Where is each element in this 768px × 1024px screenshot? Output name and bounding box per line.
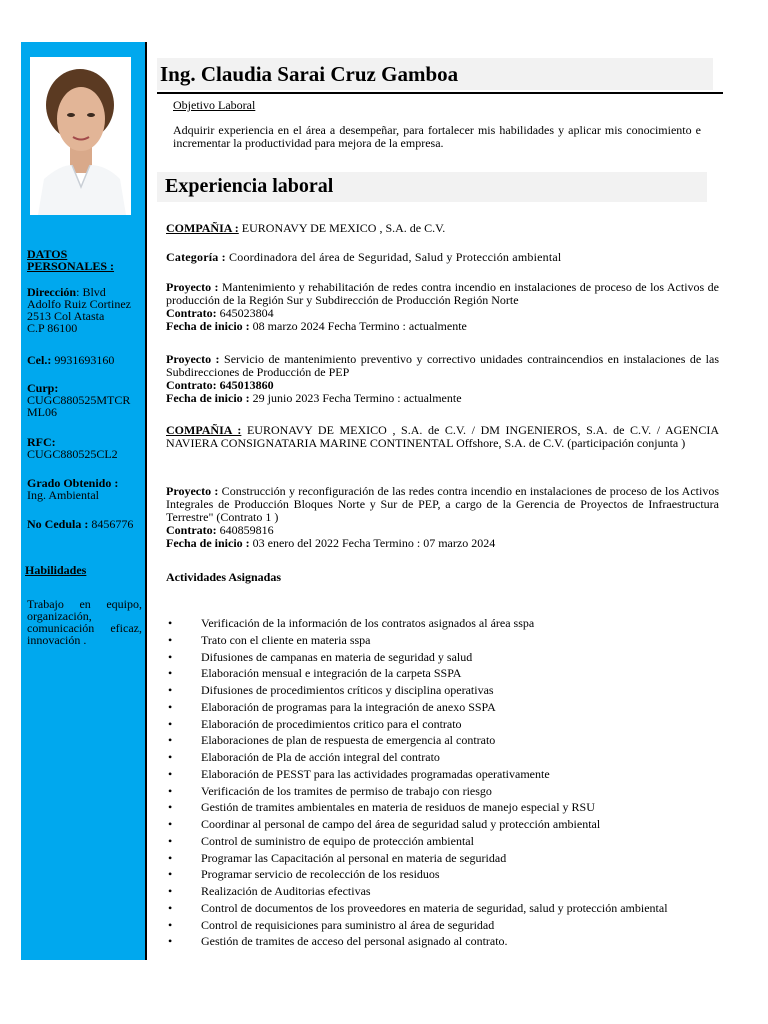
actividad-text: Elaboración de procedimientos critico para el contrato <box>201 716 462 731</box>
proyecto-3 <box>166 485 719 550</box>
actividad-item <box>166 866 726 883</box>
datos-personales-heading: DATOS PERSONALES : <box>27 247 115 273</box>
proyecto-2-label: Proyecto : <box>166 352 220 366</box>
categoria-label: Categoría : <box>166 250 226 264</box>
actividad-item <box>166 933 726 950</box>
actividad-text: Gestión de tramites ambientales en materia de residuos de manejo especial y RSU <box>201 800 595 815</box>
company-2-label: COMPAÑIA : <box>166 423 242 437</box>
rfc-value: CUGC880525CL2 <box>27 447 118 461</box>
actividad-text: Programar servicio de recolección de los residuos <box>201 867 440 882</box>
grado-block <box>27 477 142 501</box>
actividad-text: Elaboraciones de plan de respuesta de emergencia al contrato <box>201 733 496 748</box>
actividad-item <box>166 615 726 632</box>
bullet-icon: • <box>168 800 173 815</box>
direccion-label: Dirección <box>27 285 77 299</box>
bullet-icon: • <box>168 884 173 898</box>
company-1-label: COMPAÑIA : <box>166 221 239 235</box>
bullet-icon: • <box>168 716 173 731</box>
actividad-item <box>166 799 726 816</box>
direccion-line-4: C.P 86100 <box>27 321 78 335</box>
contrato-2-value: 645013860 <box>216 378 274 392</box>
actividad-text: Verificación de la información de los contratos asignados al área sspa <box>201 616 535 630</box>
rfc-block <box>27 436 142 460</box>
actividad-item <box>166 699 726 716</box>
categoria <box>166 251 719 264</box>
actividad-item <box>166 883 726 900</box>
actividad-text: Verificación de los tramites de permiso de trabajo con riesgo <box>201 783 492 798</box>
bullet-icon: • <box>168 649 173 664</box>
bullet-icon: • <box>168 900 173 915</box>
actividad-text: Control de requisiciones para suministro al área de seguridad <box>201 917 495 932</box>
curp-line-1: CUGC880525MTCR <box>27 393 131 407</box>
cel-block <box>27 354 142 366</box>
cedula-label: No Cedula : <box>27 517 89 531</box>
bullet-icon: • <box>168 616 173 630</box>
direccion-line-2: Adolfo Ruiz Cortinez <box>27 297 131 311</box>
actividad-text: Elaboración de PESST para las actividades programadas operativamente <box>201 766 550 781</box>
bullet-icon: • <box>168 867 173 882</box>
actividad-text: Elaboración de programas para la integración de anexo SSPA <box>201 699 496 714</box>
fecha-3-label: Fecha de inicio : <box>166 536 250 550</box>
bullet-icon: • <box>168 783 173 798</box>
bullet-icon: • <box>168 733 173 748</box>
sidebar <box>21 42 147 960</box>
contrato-1-label: Contrato: <box>166 306 217 320</box>
experiencia-bar <box>157 172 707 202</box>
actividad-text: Gestión de tramites de acceso del personal asignado al contrato. <box>201 934 508 949</box>
actividad-item <box>166 649 726 666</box>
actividad-item <box>166 766 726 783</box>
habilidades-heading: Habilidades <box>25 563 87 577</box>
proyecto-1 <box>166 281 719 333</box>
actividad-text: Realización de Auditorias efectivas <box>201 884 371 898</box>
company-2-value: EURONAVY DE MEXICO , S.A. de C.V. / DM INGENIEROS, S.A. de C.V. / AGENCIA NAVIERA CONSIGNATARIA MARINE CONTINENTAL Offshore, S.A. de C.V. (participación conjunta ) <box>166 423 719 450</box>
rfc-label: RFC: <box>27 435 56 449</box>
profile-photo <box>30 57 131 215</box>
bullet-icon: • <box>168 934 173 949</box>
actividad-text: Control de suministro de equipo de protección ambiental <box>201 833 474 848</box>
actividad-item <box>166 850 726 867</box>
direccion-block <box>27 286 142 334</box>
fecha-2-label: Fecha de inicio : <box>166 391 250 405</box>
bullet-icon: • <box>168 750 173 764</box>
candidate-name: Ing. Claudia Sarai Cruz Gamboa <box>160 62 459 86</box>
fecha-3-value: 03 enero del 2022 Fecha Termino : 07 marzo 2024 <box>249 536 496 550</box>
bullet-icon: • <box>168 850 173 865</box>
bullet-icon: • <box>168 699 173 714</box>
name-underline <box>157 92 723 94</box>
actividad-item <box>166 732 726 749</box>
cel-value: 9931693160 <box>54 353 115 367</box>
fecha-2-value: 29 junio 2023 Fecha Termino : actualmente <box>249 391 462 405</box>
cedula-block <box>27 518 142 530</box>
categoria-value: Coordinadora del área de Seguridad, Salud y Protección ambiental <box>225 250 562 264</box>
curp-block <box>27 382 142 418</box>
actividad-item <box>166 917 726 934</box>
actividad-item <box>166 716 726 733</box>
contrato-2-label: Contrato: <box>166 378 217 392</box>
company-2 <box>166 424 719 450</box>
actividad-item <box>166 665 726 682</box>
actividad-text: Coordinar al personal de campo del área de seguridad salud y protección ambiental <box>201 817 601 831</box>
actividad-item <box>166 749 726 766</box>
actividad-text: Elaboración mensual e integración de la carpeta SSPA <box>201 666 462 681</box>
actividad-item <box>166 833 726 850</box>
bullet-icon: • <box>168 683 173 697</box>
actividad-text: Programar las Capacitación al personal en materia de seguridad <box>201 850 507 865</box>
objetivo-text: Adquirir experiencia en el área a desempeñar, para fortalecer mis habilidades y aplicar mis conocimiento e incrementar la productividad para mejora de la empresa. <box>173 123 701 150</box>
curp-line-2: ML06 <box>27 405 57 419</box>
proyecto-3-value: Construcción y reconfiguración de las redes contra incendio en instalaciones de proceso de los Activos Integrales de Producción Bloques Norte y Sur de PEP, a cargo de la Gerencia de Proyectos de Infraestructura Terrestre" (Contrato 1 ) <box>166 484 719 524</box>
actividad-item <box>166 816 726 833</box>
actividad-item <box>166 783 726 800</box>
objetivo-title: Objetivo Laboral <box>173 98 256 112</box>
contrato-3-value: 640859816 <box>216 523 274 537</box>
profile-photo-image <box>30 57 131 215</box>
actividad-text: Difusiones de procedimientos críticos y disciplina operativas <box>201 683 494 697</box>
contrato-3-label: Contrato: <box>166 523 217 537</box>
cel-label: Cel.: <box>27 353 52 367</box>
actividades-title: Actividades Asignadas <box>166 570 282 584</box>
proyecto-2-value: Servicio de mantenimiento preventivo y correctivo unidades contraincendios en instalaciones de las Subdirecciones de Producción de PEP <box>166 352 719 379</box>
actividad-text: Control de documentos de los proveedores en materia de seguridad, salud y protección ambiental <box>201 900 668 915</box>
direccion-line-3: 2513 Col Atasta <box>27 309 105 323</box>
bullet-icon: • <box>168 766 173 781</box>
actividad-item <box>166 632 726 649</box>
name-bar <box>157 58 713 90</box>
fecha-1-value: 08 marzo 2024 Fecha Termino : actualmente <box>249 319 467 333</box>
grado-label: Grado Obtenido : <box>27 476 119 490</box>
company-1-value: EURONAVY DE MEXICO , S.A. de C.V. <box>238 221 446 235</box>
experiencia-title: Experiencia laboral <box>165 175 334 197</box>
bullet-icon: • <box>168 666 173 681</box>
actividad-text: Difusiones de campanas en materia de seguridad y salud <box>201 649 473 664</box>
curp-label: Curp: <box>27 381 59 395</box>
bullet-icon: • <box>168 833 173 848</box>
proyecto-1-value: Mantenimiento y rehabilitación de redes contra incendio en instalaciones de proceso de los Activos de producción de la Región Sur y Subdirección de Producción Región Norte <box>166 280 719 307</box>
actividad-text: Trato con el cliente en materia sspa <box>201 632 371 647</box>
fecha-1-label: Fecha de inicio : <box>166 319 250 333</box>
grado-value: Ing. Ambiental <box>27 488 99 502</box>
bullet-icon: • <box>168 632 173 647</box>
direccion-line-1: : Blvd <box>76 285 106 299</box>
proyecto-2 <box>166 353 719 405</box>
contrato-1-value: 645023804 <box>216 306 274 320</box>
bullet-icon: • <box>168 917 173 932</box>
actividad-item <box>166 900 726 917</box>
proyecto-1-label: Proyecto : <box>166 280 219 294</box>
cedula-value: 8456776 <box>91 517 134 531</box>
actividad-item <box>166 682 726 699</box>
proyecto-3-label: Proyecto : <box>166 484 219 498</box>
actividad-text: Elaboración de Pla de acción integral del contrato <box>201 750 440 764</box>
company-1 <box>166 222 719 235</box>
bullet-icon: • <box>168 817 173 831</box>
habilidades-text: Trabajo en equipo, organización, comunicación eficaz, innovación . <box>27 597 142 647</box>
actividades-list <box>166 615 726 950</box>
